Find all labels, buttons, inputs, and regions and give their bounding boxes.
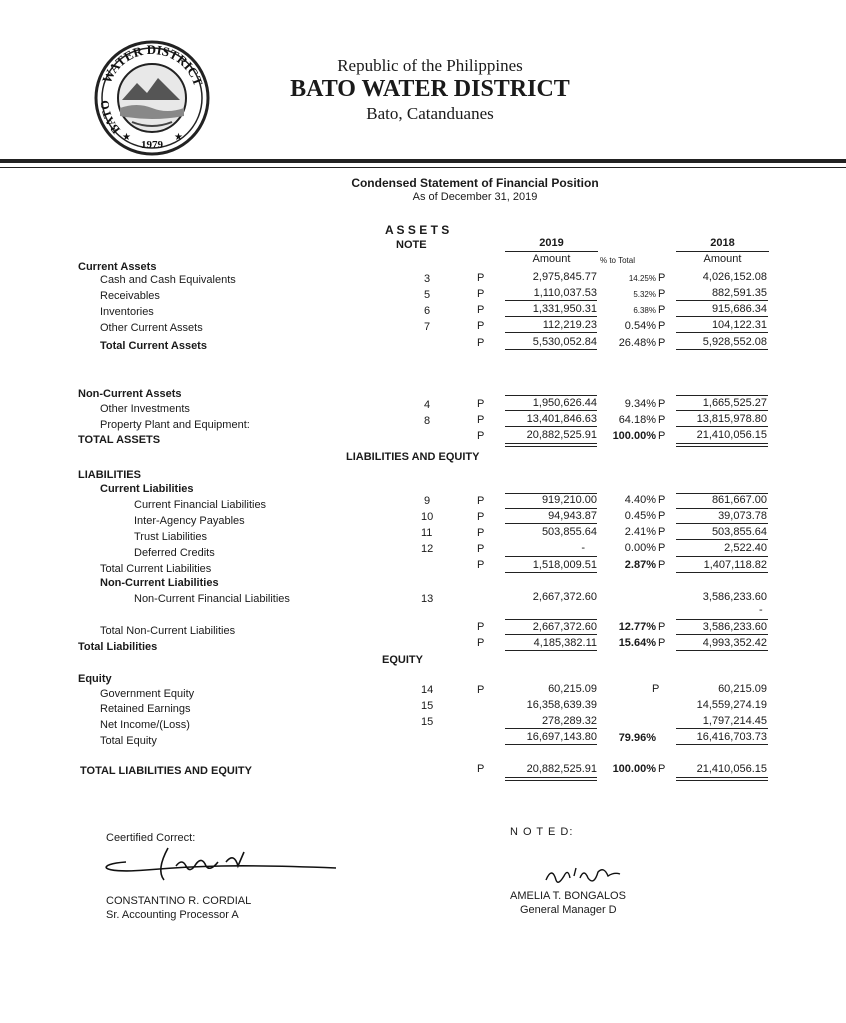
peso-sign: P [477,495,485,507]
peso-sign: P [477,272,485,284]
statement-date: As of December 31, 2019 [412,191,538,203]
certified-label: Ceertified Correct: [106,832,196,844]
row-value-2019: 20,882,525.91 [526,429,597,441]
row-label: Property Plant and Equipment: [100,419,250,431]
row-value-2019: 16,697,143.80 [526,731,597,743]
row-value-2018: 21,410,056.15 [696,429,767,441]
peso-sign: P [658,510,666,522]
peso-sign: P [477,398,485,410]
row-label: Retained Earnings [100,703,191,715]
row-label: Current Financial Liabilities [134,499,267,511]
peso-sign: P [658,542,666,554]
row-label: Inter-Agency Payables [134,515,245,527]
row-value-2019: 13,401,846.63 [526,413,597,425]
row-label: Total Current Assets [100,340,207,352]
peso-sign: P [477,304,485,316]
row-label: Inventories [100,306,154,318]
row-note: 10 [421,511,434,523]
row-value-2018: 104,122.31 [711,319,767,331]
signature-bongalos [540,862,630,892]
header-location: Bato, Catanduanes [366,104,494,123]
row-value-2019: 4,185,382.11 [533,637,597,649]
row-label: Receivables [100,290,160,302]
row-note: 9 [424,495,431,507]
row-pct: 5.32% [633,290,656,299]
assets-heading: A S S E T S [385,223,450,237]
row-value-2018: 14,559,274.19 [696,699,767,711]
peso-sign: P [477,527,485,539]
row-value-2018: 3,586,233.60 [702,621,767,633]
peso-sign: P [477,763,485,775]
row-value-2019: 2,667,372.60 [532,621,597,633]
row-label: Total Non-Current Liabilities [100,625,236,637]
row-value-2019: - [581,542,585,554]
row-pct: 2.41% [624,526,656,538]
row-pct: 4.40% [624,494,656,506]
row-note: 15 [421,716,434,728]
peso-sign: P [477,543,485,555]
peso-sign: P [658,526,666,538]
row-pct: 0.54% [624,320,656,332]
peso-sign: P [658,288,666,300]
row-note: 14 [421,684,434,696]
noted-label: N O T E D: [510,826,574,838]
row-value-2018: 4,993,352.42 [702,637,767,649]
peso-sign: P [658,304,666,316]
row-value-2019: 2,975,845.77 [532,271,597,283]
equity-heading: EQUITY [382,654,423,666]
peso-sign: P [477,320,485,332]
row-label: TOTAL LIABILITIES AND EQUITY [80,765,252,777]
row-pct: 0.00% [624,542,656,554]
row-label: Other Current Assets [100,322,203,334]
row-value-2019: 503,855.64 [541,526,597,538]
row-pct: 79.96% [618,732,656,744]
liabilities-equity-heading: LIABILITIES AND EQUITY [346,451,480,463]
row-note: 4 [424,399,431,411]
row-value-2019: 60,215.09 [548,683,597,695]
row-value-2019: 112,219.23 [542,319,597,331]
dash-mark: - [759,604,763,616]
row-value-2018: 2,522.40 [724,542,767,554]
row-value-2018: 503,855.64 [711,526,767,538]
row-value-2019: 1,518,009.51 [532,559,597,571]
peso-sign: P [477,621,485,633]
row-pct: 9.34% [624,398,656,410]
header-republic: Republic of the Philippines [337,56,523,75]
row-value-2019: 278,289.32 [541,715,597,727]
peso-sign: P [658,337,666,349]
pct-header: % to Total [600,256,635,265]
peso-sign: P [658,414,666,426]
row-value-2018: 1,665,525.27 [702,397,767,409]
peso-sign: P [477,430,485,442]
header-rule-thick [0,159,846,163]
row-note: 6 [424,305,431,317]
row-value-2018: 882,591.35 [711,287,767,299]
peso-sign: P [477,684,485,696]
row-pct: 64.18% [618,414,656,426]
peso-sign: P [477,637,485,649]
peso-sign: P [658,494,666,506]
row-pct: 6.38% [633,306,656,315]
peso-sign: P [658,559,666,571]
row-value-2018: 915,686.34 [711,303,767,315]
water-district-seal [92,38,212,158]
row-value-2019: 5,530,052.84 [532,336,597,348]
header-org-name: BATO WATER DISTRICT [290,76,570,102]
row-note: 11 [421,527,433,539]
noted-name: AMELIA T. BONGALOS [510,890,626,902]
peso-sign: P [477,337,485,349]
row-label: Total Liabilities [78,641,158,653]
section-current-assets: Current Assets [78,261,157,273]
section-current-liabilities: Current Liabilities [100,483,194,495]
peso-sign: P [658,398,666,410]
row-value-2018: 21,410,056.15 [696,763,767,775]
row-value-2019: 1,110,037.53 [533,287,597,299]
section-liabilities: LIABILITIES [78,469,141,481]
signature-cordial [86,840,346,890]
svg-text:BATO: BATO [97,99,123,137]
svg-text:1979: 1979 [141,139,163,151]
svg-text:★: ★ [122,132,131,143]
peso-sign: P [652,683,660,695]
row-note: 5 [424,289,431,301]
svg-text:WATER DISTRICT: WATER DISTRICT [98,41,206,88]
header-rule-thin [0,167,846,168]
amount-2018-header: Amount [703,253,742,265]
row-label: Non-Current Financial Liabilities [134,593,290,605]
peso-sign: P [477,559,485,571]
year-2018-header: 2018 [710,237,735,249]
peso-sign: P [477,414,485,426]
peso-sign: P [477,288,485,300]
peso-sign: P [658,272,666,284]
row-label: Other Investments [100,403,190,415]
peso-sign: P [658,621,666,633]
row-note: 3 [424,273,431,285]
row-label: Total Current Liabilities [100,563,212,575]
row-label: Cash and Cash Equivalents [100,274,236,286]
row-label: Total Equity [100,735,157,747]
peso-sign: P [658,320,666,332]
row-pct: 12.77% [618,621,656,633]
peso-sign: P [658,430,666,442]
row-pct: 0.45% [624,510,656,522]
row-value-2018: 3,586,233.60 [702,591,767,603]
svg-text:★: ★ [174,132,183,143]
row-pct: 15.64% [618,637,656,649]
row-value-2019: 919,210.00 [541,494,597,506]
row-label: TOTAL ASSETS [78,434,161,446]
row-label: Net Income/(Loss) [100,719,190,731]
row-value-2018: 861,667.00 [711,494,767,506]
row-value-2019: 1,950,626.44 [532,397,597,409]
section-non-current-assets: Non-Current Assets [78,388,182,400]
row-pct: 26.48% [618,337,656,349]
row-note: 7 [424,321,431,333]
row-value-2018: 13,815,978.80 [696,413,767,425]
peso-sign: P [658,637,666,649]
row-label: Government Equity [100,688,195,700]
row-value-2018: 1,797,214.45 [702,715,767,727]
row-note: 12 [421,543,434,555]
noted-title: General Manager D [520,904,617,916]
peso-sign: P [658,763,666,775]
row-value-2018: 4,026,152.08 [702,271,767,283]
row-pct: 2.87% [624,559,656,571]
row-pct: 100.00% [612,763,656,775]
amount-2019-header: Amount [532,253,571,265]
certified-title: Sr. Accounting Processor A [106,909,239,921]
row-note: 13 [421,593,434,605]
statement-title: Condensed Statement of Financial Position [351,176,599,190]
peso-sign: P [477,511,485,523]
note-header: NOTE [396,239,427,251]
row-value-2018: 16,416,703.73 [696,731,767,743]
row-value-2018: 5,928,552.08 [702,336,767,348]
row-label: Deferred Credits [134,547,215,559]
row-value-2019: 16,358,639.39 [526,699,597,711]
row-value-2018: 1,407,118.82 [703,559,767,571]
row-pct: 14.25% [628,274,656,283]
row-note: 8 [424,415,431,427]
row-label: Trust Liabilities [134,531,207,543]
row-value-2019: 2,667,372.60 [532,591,597,603]
row-value-2018: 39,073.78 [718,510,767,522]
certified-name: CONSTANTINO R. CORDIAL [106,895,252,907]
row-value-2018: 60,215.09 [718,683,767,695]
section-equity: Equity [78,673,112,685]
row-pct: 100.00% [612,430,656,442]
year-2019-header: 2019 [539,237,564,249]
section-non-current-liabilities: Non-Current Liabilities [100,577,219,589]
row-value-2019: 1,331,950.31 [532,303,597,315]
row-value-2019: 94,943.87 [548,510,597,522]
row-note: 15 [421,700,434,712]
row-value-2019: 20,882,525.91 [526,763,597,775]
